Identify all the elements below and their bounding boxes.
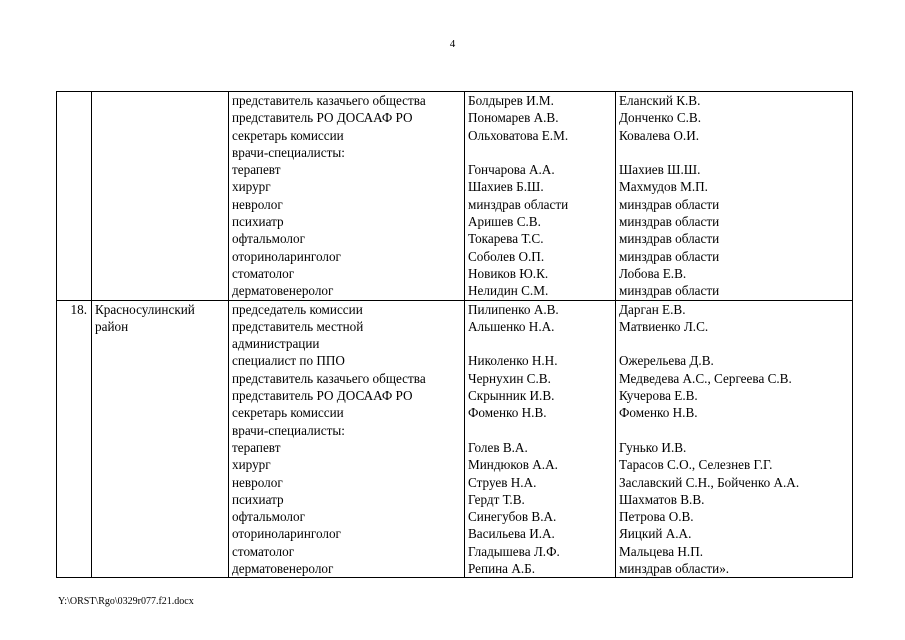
cell-line: Чернухин С.В.: [468, 370, 551, 386]
cell-line: невролог: [232, 196, 283, 212]
cell-line: Токарева Т.С.: [468, 231, 544, 247]
cell-line: Ожерельева Д.В.: [619, 353, 714, 369]
cell-line: [619, 422, 849, 439]
cell-line: Шахиев Ш.Ш.: [619, 162, 701, 178]
cell-line: Тарасов С.О., Селезнев Г.Г.: [619, 457, 773, 473]
cell-line: врачи-специалисты:: [232, 422, 345, 438]
cell-line: район: [95, 318, 129, 334]
cell-line: Красносулинский: [95, 301, 195, 317]
row-number-cell: [57, 92, 92, 301]
cell-line: Гердт Т.В.: [468, 491, 525, 507]
cell-line: Петрова О.В.: [619, 509, 694, 525]
cell-line: минздрав области».: [619, 561, 730, 577]
cell-line: [619, 144, 849, 161]
cell-line: Голев В.А.: [468, 439, 528, 455]
cell-line: Еланский К.В.: [619, 93, 701, 108]
cell-line: Шахматов В.В.: [619, 491, 705, 507]
cell-line: Фоменко Н.В.: [619, 405, 698, 421]
cell-line: специалист по ППО: [232, 353, 345, 369]
cell-line: Махмудов М.П.: [619, 179, 708, 195]
cell-line: хирург: [232, 179, 271, 195]
cell-line: минздрав области: [619, 214, 720, 230]
row-number-cell: [57, 300, 92, 578]
table-row: [57, 300, 853, 578]
cell-line: [468, 144, 612, 161]
cell-line: Васильева И.А.: [468, 526, 555, 542]
cell-line: [468, 335, 612, 352]
district-cell: [92, 300, 229, 578]
cell-line: Болдырев И.М.: [468, 93, 554, 108]
cell-line: хирург: [232, 457, 271, 473]
cell-line: Шахиев Б.Ш.: [468, 179, 544, 195]
cell-line: представитель местной: [232, 318, 364, 334]
cell-line: минздрав области: [619, 248, 720, 264]
cell-line: стоматолог: [232, 543, 295, 559]
cell-line: Донченко С.В.: [619, 110, 702, 126]
cell-line: Пилипенко А.В.: [468, 301, 559, 317]
cell-line: Николенко Н.Н.: [468, 353, 558, 369]
reserve-member-cell: [616, 92, 853, 301]
cell-line: секретарь комиссии: [232, 127, 344, 143]
cell-line: Нелидин С.М.: [468, 283, 549, 299]
cell-line: Гладышева Л.Ф.: [468, 543, 560, 559]
reserve-member-cell: [616, 300, 853, 578]
district-cell: [92, 92, 229, 301]
cell-line: председатель комиссии: [232, 301, 363, 317]
cell-line: стоматолог: [232, 265, 295, 281]
table-row: [57, 92, 853, 301]
cell-line: Медведева А.С., Сергеева С.В.: [619, 370, 792, 386]
page-number: 4: [449, 38, 456, 50]
role-cell: [229, 300, 465, 578]
cell-line: [60, 92, 87, 109]
cell-line: психиатр: [232, 214, 284, 230]
cell-line: Ольховатова Е.М.: [468, 127, 569, 143]
cell-line: Синегубов В.А.: [468, 509, 557, 525]
cell-line: минздрав области: [468, 196, 569, 212]
cell-line: Гончарова А.А.: [468, 162, 555, 178]
cell-line: Альшенко Н.А.: [468, 318, 555, 334]
cell-line: Струев Н.А.: [468, 474, 537, 490]
cell-line: 18.: [70, 301, 87, 317]
cell-line: [619, 335, 849, 352]
cell-line: Фоменко Н.В.: [468, 405, 547, 421]
cell-line: оториноларинголог: [232, 526, 341, 542]
cell-line: представитель РО ДОСААФ РО: [232, 110, 413, 126]
cell-line: Матвиенко Л.С.: [619, 318, 709, 334]
file-path-footer: Y:\ORST\Rgo\0329r077.f21.docx: [58, 596, 194, 607]
cell-line: Пономарев А.В.: [468, 110, 559, 126]
cell-line: невролог: [232, 474, 283, 490]
cell-line: минздрав области: [619, 196, 720, 212]
cell-line: Заславский С.Н., Бойченко А.А.: [619, 474, 800, 490]
cell-line: психиатр: [232, 491, 284, 507]
cell-line: офтальмолог: [232, 509, 305, 525]
cell-line: минздрав области: [619, 231, 720, 247]
cell-line: представитель казачьего общества: [232, 93, 426, 108]
cell-line: администрации: [232, 336, 320, 352]
cell-line: Скрынник И.В.: [468, 388, 555, 404]
cell-line: Аришев С.В.: [468, 214, 541, 230]
cell-line: оториноларинголог: [232, 248, 341, 264]
cell-line: секретарь комиссии: [232, 405, 344, 421]
cell-line: офтальмолог: [232, 231, 305, 247]
cell-line: Гунько И.В.: [619, 439, 687, 455]
commission-table: [56, 91, 853, 578]
cell-line: Лобова Е.В.: [619, 265, 687, 281]
cell-line: [468, 422, 612, 439]
cell-line: Соболев О.П.: [468, 248, 545, 264]
cell-line: Репина А.Б.: [468, 561, 536, 577]
member-cell: [465, 92, 616, 301]
cell-line: дерматовенеролог: [232, 561, 334, 577]
cell-line: Дарган Е.В.: [619, 301, 686, 317]
cell-line: Кучерова Е.В.: [619, 388, 698, 404]
cell-line: Миндюков А.А.: [468, 457, 558, 473]
cell-line: представитель РО ДОСААФ РО: [232, 388, 413, 404]
commission-table-body: [57, 92, 853, 578]
cell-line: Ковалева О.И.: [619, 127, 700, 143]
member-cell: [465, 300, 616, 578]
cell-line: Мальцева Н.П.: [619, 543, 704, 559]
cell-line: дерматовенеролог: [232, 283, 334, 299]
cell-line: терапевт: [232, 162, 281, 178]
cell-line: Новиков Ю.К.: [468, 265, 549, 281]
role-cell: [229, 92, 465, 301]
cell-line: Яицкий А.А.: [619, 526, 692, 542]
cell-line: минздрав области: [619, 283, 720, 299]
cell-line: врачи-специалисты:: [232, 144, 345, 160]
cell-line: представитель казачьего общества: [232, 370, 426, 386]
cell-line: терапевт: [232, 439, 281, 455]
